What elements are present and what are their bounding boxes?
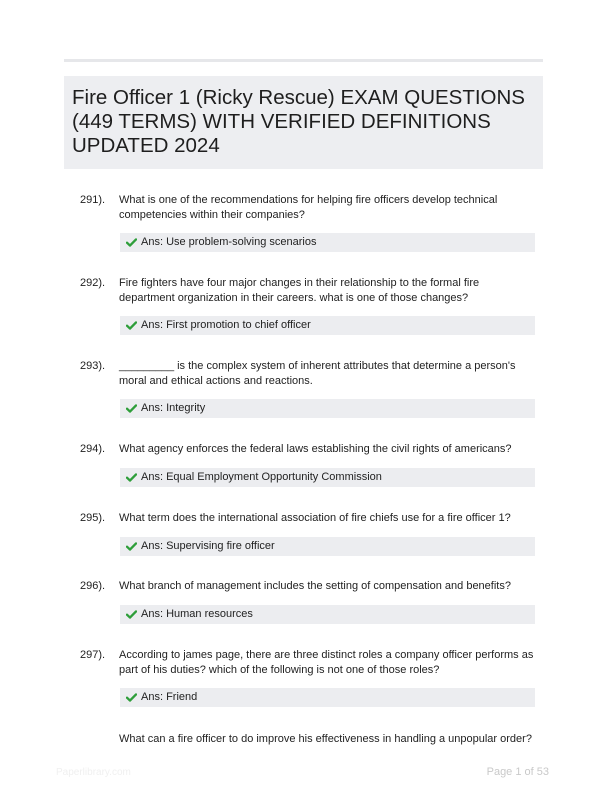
question-number: 297).	[80, 649, 106, 661]
answer-text: Ans: Use problem-solving scenarios	[141, 236, 317, 248]
answer-box	[120, 399, 535, 418]
check-icon	[126, 404, 137, 413]
footer-watermark: Paperlibrary.com	[56, 767, 131, 778]
question-text: What agency enforces the federal laws establishing the civil rights of americans?	[119, 443, 512, 455]
title-banner	[64, 76, 543, 169]
check-icon	[126, 610, 137, 619]
answer-box	[120, 468, 535, 487]
question-text: According to james page, there are three distinct roles a company officer performs as part of his duties? which of the following is not one of those roles?	[119, 649, 534, 676]
check-icon	[126, 321, 137, 330]
answer-text: Ans: Friend	[141, 691, 198, 703]
answer-box	[120, 233, 535, 252]
check-icon	[126, 238, 137, 247]
page-number: Page 1 of 53	[486, 766, 549, 778]
question-number: 295).	[80, 512, 106, 524]
document-title: Fire Officer 1 (Ricky Rescue) EXAM QUESTIONS (449 TERMS) WITH VERIFIED DEFINITIONS UPDATED 2024	[72, 86, 525, 157]
answer-text: Ans: First promotion to chief officer	[141, 319, 311, 331]
question-text: What is one of the recommendations for helping fire officers develop technical competencies within their companies?	[119, 194, 498, 221]
question-text: What term does the international association of fire chiefs use for a fire officer 1?	[119, 512, 511, 524]
question-text: What branch of management includes the setting of compensation and benefits?	[119, 580, 511, 592]
answer-text: Ans: Supervising fire officer	[141, 540, 275, 552]
question-number: 293).	[80, 360, 106, 372]
answer-text: Ans: Integrity	[141, 402, 206, 414]
answer-text: Ans: Human resources	[141, 608, 253, 620]
answer-text: Ans: Equal Employment Opportunity Commission	[141, 471, 382, 483]
check-icon	[126, 542, 137, 551]
answer-box	[120, 537, 535, 556]
question-text: Fire fighters have four major changes in their relationship to the formal fire department organization in their careers. what is one of those changes?	[119, 277, 480, 304]
question-text: What can a fire officer to do improve his effectiveness in handling a unpopular order?	[119, 733, 532, 745]
question-number: 292).	[80, 277, 106, 289]
question-text: _________ is the complex system of inherent attributes that determine a person's moral and ethical actions and reactions.	[119, 360, 516, 387]
top-divider	[64, 59, 543, 62]
answer-box	[120, 316, 535, 335]
question-number: 291).	[80, 194, 106, 206]
answer-box	[120, 605, 535, 624]
check-icon	[126, 693, 137, 702]
check-icon	[126, 473, 137, 482]
question-number: 296).	[80, 580, 106, 592]
question-number: 294).	[80, 443, 106, 455]
answer-box	[120, 688, 535, 707]
